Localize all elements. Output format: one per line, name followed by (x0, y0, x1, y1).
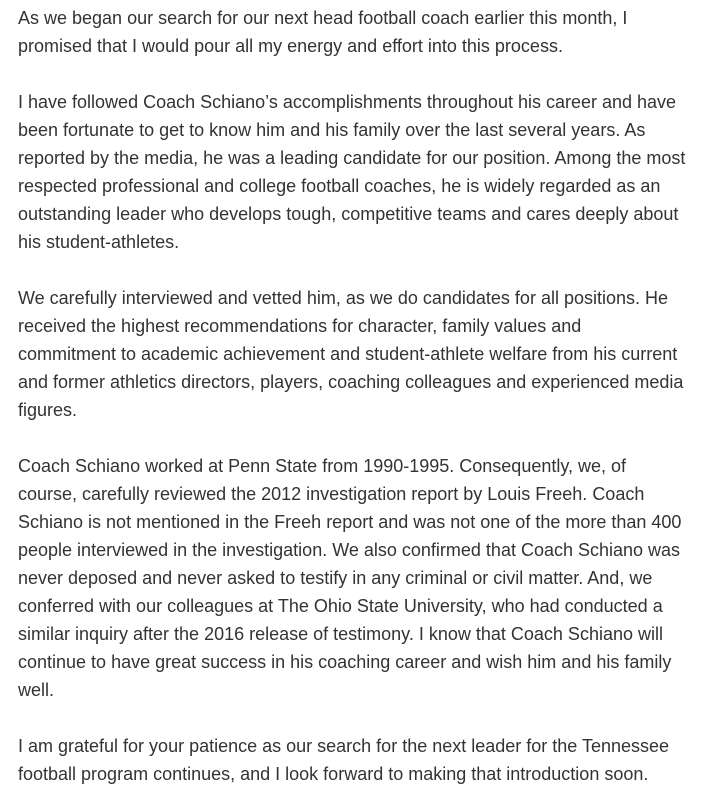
paragraph-vetting: We carefully interviewed and vetted him, as we do candidates for all positions. He received the highest recommendations for character, family values and commitment to academic achievement and student-athlete welfare from his current and former athletics directors, players, coaching colleagues and experienced media figures. (18, 288, 684, 420)
paragraph-closing: I am grateful for your patience as our search for the next leader for the Tennessee football program continues, and I look forward to making that introduction soon. (18, 736, 670, 784)
paragraph-coach-accomplishments: I have followed Coach Schiano’s accomplishments throughout his career and have been fortunate to get to know him and his family over the last several years. As reported by the media, he was a leading candidate for our position. Among the most respected professional and college football coaches, he is widely regarded as an outstanding leader who develops tough, competitive teams and cares deeply about his student-athletes. (18, 92, 686, 252)
statement-body (18, 4, 718, 787)
paragraph-penn-state-review: Coach Schiano worked at Penn State from 1990-1995. Consequently, we, of course, carefully reviewed the 2012 investigation report by Louis Freeh. Coach Schiano is not mentioned in the Freeh report and was not one of the more than 400 people interviewed in the investigation. We also confirmed that Coach Schiano was never deposed and never asked to testify in any criminal or civil matter. And, we conferred with our colleagues at The Ohio State University, who had conducted a similar inquiry after the 2016 release of testimony. I know that Coach Schiano will continue to have great success in his coaching career and wish him and his family well. (18, 456, 682, 700)
paragraph-search-began: As we began our search for our next head football coach earlier this month, I promised that I would pour all my energy and effort into this process. (18, 8, 628, 56)
